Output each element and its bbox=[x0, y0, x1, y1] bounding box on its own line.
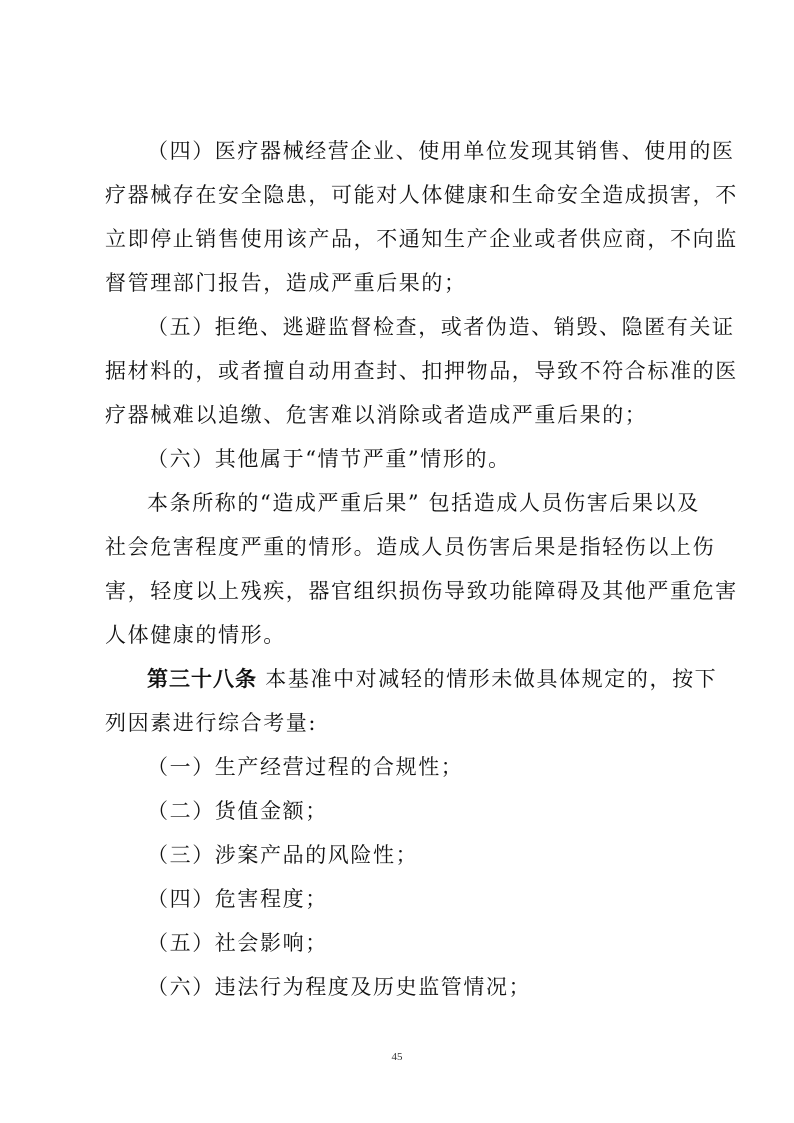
article-38-line-1-text: 本基准中对减轻的情形未做具体规定的，按下 bbox=[257, 667, 718, 691]
factor-item-1: （一）生产经营过程的合规性； bbox=[147, 755, 464, 779]
definition-line-2: 社会危害程度严重的情形。造成人员伤害后果是指轻伤以上伤 bbox=[105, 535, 716, 559]
paragraph-4-line-3: 立即停止销售使用该产品，不通知生产企业或者供应商，不向监 bbox=[105, 227, 738, 251]
article-38-line-1 bbox=[147, 664, 718, 694]
paragraph-4-line-2: 疗器械存在安全隐患，可能对人体健康和生命安全造成损害，不 bbox=[105, 183, 738, 207]
factor-item-5: （五）社会影响； bbox=[147, 931, 328, 955]
definition-line-4: 人体健康的情形。 bbox=[105, 623, 286, 647]
factor-item-2: （二）货值金额； bbox=[147, 799, 328, 823]
factor-item-6: （六）违法行为程度及历史监管情况； bbox=[147, 975, 532, 999]
paragraph-5-line-1: （五）拒绝、逃避监督检查，或者伪造、销毁、隐匿有关证 bbox=[147, 315, 735, 339]
paragraph-4-line-1: （四）医疗器械经营企业、使用单位发现其销售、使用的医 bbox=[147, 139, 735, 163]
factor-item-3: （三）涉案产品的风险性； bbox=[147, 843, 419, 867]
paragraph-5-line-2: 据材料的，或者擅自动用查封、扣押物品，导致不符合标准的医 bbox=[105, 359, 738, 383]
page-number: 45 bbox=[391, 1051, 403, 1063]
definition-line-3: 害，轻度以上残疾，器官组织损伤导致功能障碍及其他严重危害 bbox=[105, 579, 738, 603]
paragraph-4-line-4: 督管理部门报告，造成严重后果的； bbox=[105, 271, 467, 295]
definition-line-1: 本条所称的“造成严重后果” 包括造成人员伤害后果以及 bbox=[147, 491, 700, 515]
factor-item-4: （四）危害程度； bbox=[147, 887, 328, 911]
article-38-line-2: 列因素进行综合考量: bbox=[105, 711, 318, 735]
article-38-heading: 第三十八条 bbox=[147, 667, 257, 691]
paragraph-5-line-3: 疗器械难以追缴、危害难以消除或者造成严重后果的； bbox=[105, 403, 648, 427]
paragraph-6-line-1: （六）其他属于“情节严重”情形的。 bbox=[147, 447, 511, 471]
